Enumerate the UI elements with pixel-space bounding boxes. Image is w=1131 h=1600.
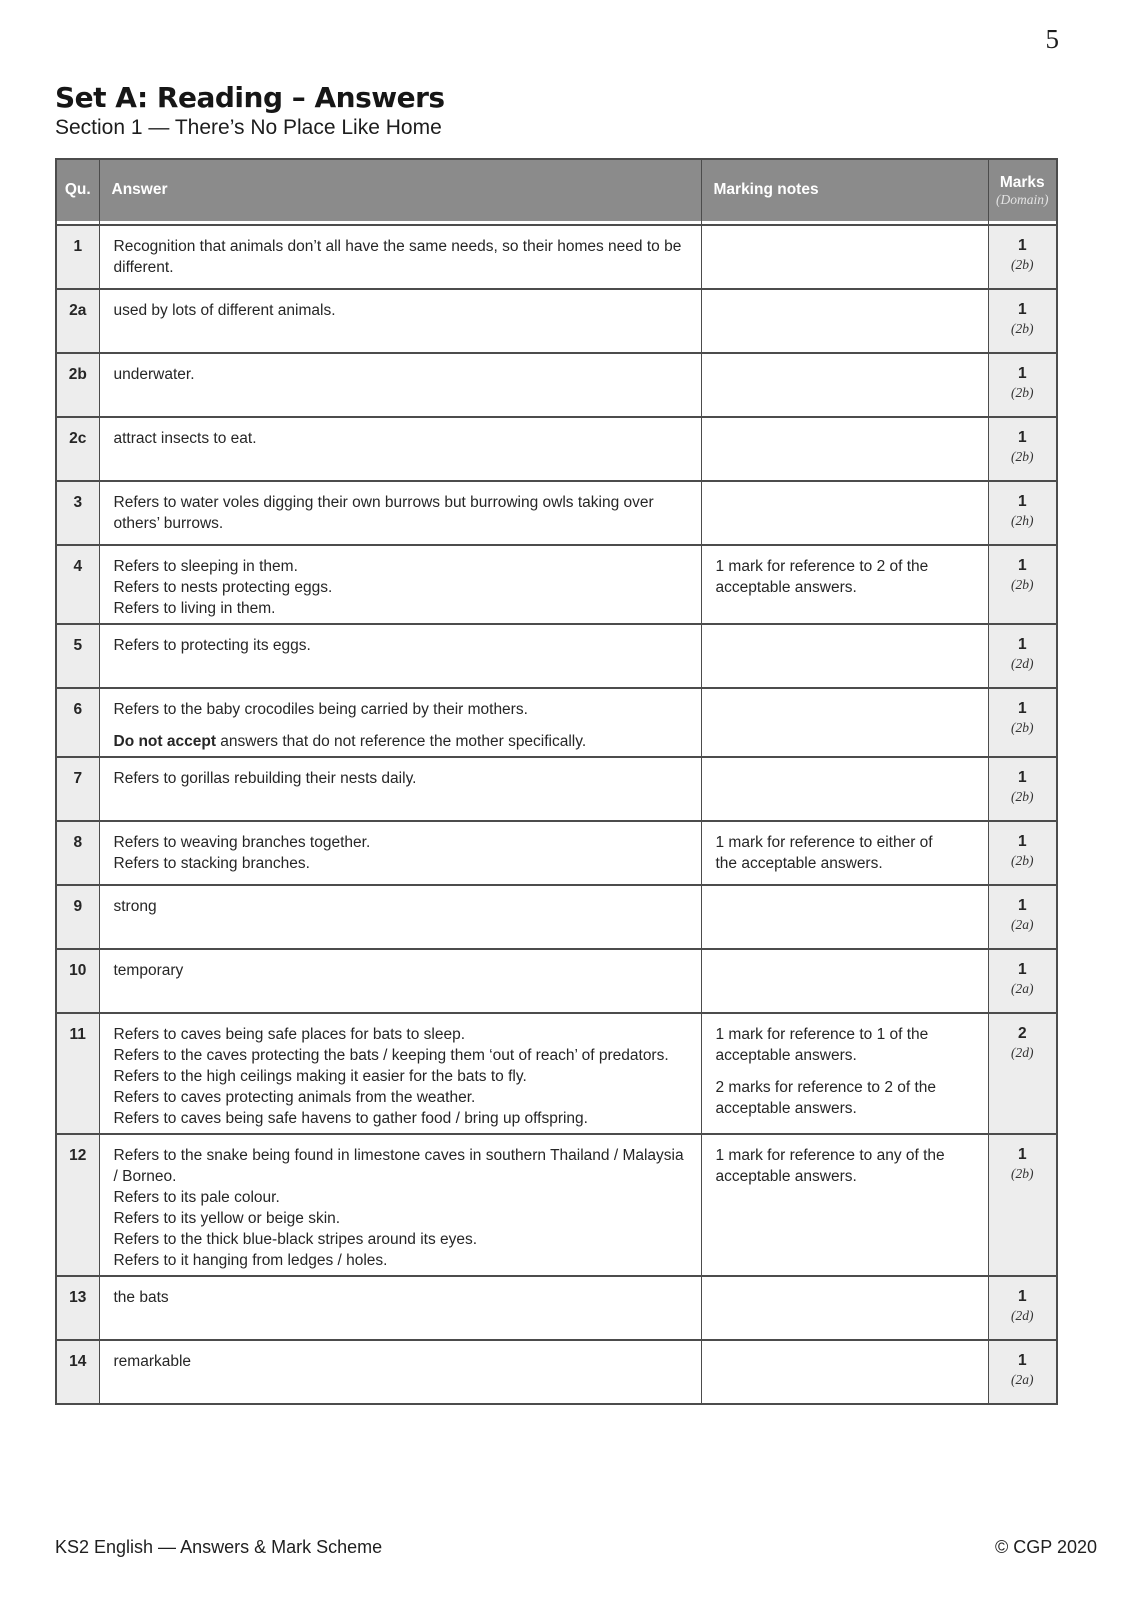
marks-cell (988, 885, 1057, 949)
table-row (56, 949, 1057, 1013)
marks-domain: (2a) (1011, 1372, 1034, 1387)
question-number-cell: 8 (56, 821, 99, 885)
marks-value: 1 (1017, 429, 1027, 446)
col-header-answer: Answer (99, 159, 701, 225)
marks-value: 1 (1017, 833, 1027, 850)
question-number-cell: 3 (56, 481, 99, 545)
answer-cell (99, 624, 701, 688)
answer-cell (99, 481, 701, 545)
table-row (56, 688, 1057, 757)
question-number-cell: 5 (56, 624, 99, 688)
table-row (56, 1276, 1057, 1340)
question-number-cell: 7 (56, 757, 99, 821)
answer-line: Refers to nests protecting eggs. (113, 579, 333, 596)
table-row (56, 1340, 1057, 1404)
answer-cell (99, 1340, 701, 1404)
section-heading: Section 1 — There’s No Place Like Home (55, 116, 442, 139)
answer-line: Refers to sleeping in them. (113, 558, 298, 575)
marks-domain: (2d) (1011, 1308, 1034, 1323)
table-row (56, 225, 1057, 289)
marks-domain: (2a) (1011, 981, 1034, 996)
col-header-qu: Qu. (56, 159, 99, 225)
question-number-cell: 2c (56, 417, 99, 481)
marking-notes-cell (701, 225, 988, 289)
marks-value: 1 (1017, 769, 1027, 786)
answer-line: Refers to water voles digging their own burrows but burrowing owls taking over others’ burrows. (113, 494, 654, 532)
answer-line: Refers to its yellow or beige skin. (113, 1210, 341, 1227)
marks-domain-sublabel: (Domain) (996, 191, 1049, 207)
marks-value: 1 (1017, 1352, 1027, 1369)
question-number-cell: 10 (56, 949, 99, 1013)
question-number-cell: 11 (56, 1013, 99, 1134)
marks-cell (988, 949, 1057, 1013)
col-header-marks (988, 159, 1057, 225)
answer-line: Do not accept answers that do not reference the mother specifically. (113, 733, 587, 750)
marking-notes-cell (701, 481, 988, 545)
marking-notes-cell (701, 417, 988, 481)
answer-line: Refers to caves being safe places for bats to sleep. (113, 1026, 466, 1043)
answer-line: Refers to living in them. (113, 600, 276, 617)
marks-domain: (2d) (1011, 1045, 1034, 1060)
answer-line: underwater. (113, 366, 195, 383)
marks-header-label: Marks (999, 173, 1045, 191)
question-number-cell: 13 (56, 1276, 99, 1340)
marks-cell (988, 225, 1057, 289)
marking-notes-cell (701, 1013, 988, 1134)
answer-cell (99, 289, 701, 353)
answer-line: Recognition that animals don’t all have the same needs, so their homes need to be different. (113, 238, 682, 276)
marks-value: 1 (1017, 1288, 1027, 1305)
marks-value: 1 (1017, 700, 1027, 717)
marks-value: 1 (1017, 636, 1027, 653)
table-row (56, 481, 1057, 545)
marking-note-line: 1 mark for reference to either of the acceptable answers. (715, 834, 933, 872)
marking-note-line: 1 mark for reference to 1 of the acceptable answers. (715, 1026, 929, 1064)
table-row (56, 417, 1057, 481)
table-row (56, 757, 1057, 821)
answer-line: Refers to the snake being found in limestone caves in southern Thailand / Malaysia / Borneo. (113, 1147, 684, 1185)
answers-table (55, 158, 1058, 1405)
answer-cell (99, 545, 701, 624)
question-number-cell: 12 (56, 1134, 99, 1276)
marks-domain: (2b) (1011, 257, 1034, 272)
marks-cell (988, 1134, 1057, 1276)
marking-note-line: 1 mark for reference to any of the acceptable answers. (715, 1147, 945, 1185)
answer-line: Refers to protecting its eggs. (113, 637, 311, 654)
marking-notes-cell (701, 624, 988, 688)
marks-value: 1 (1017, 1146, 1027, 1163)
answer-cell (99, 1013, 701, 1134)
marks-cell (988, 545, 1057, 624)
marking-notes-cell (701, 757, 988, 821)
marks-value: 1 (1017, 557, 1027, 574)
answer-line: Refers to caves protecting animals from the weather. (113, 1089, 476, 1106)
marks-cell (988, 821, 1057, 885)
answer-line: Refers to its pale colour. (113, 1189, 280, 1206)
marks-domain: (2b) (1011, 1166, 1034, 1181)
marking-notes-cell (701, 1276, 988, 1340)
marks-domain: (2b) (1011, 449, 1034, 464)
marking-note-line: 1 mark for reference to 2 of the acceptable answers. (715, 558, 929, 596)
marking-notes-cell (701, 1340, 988, 1404)
answer-line: attract insects to eat. (113, 430, 257, 447)
answer-cell (99, 821, 701, 885)
answer-line: Refers to the baby crocodiles being carried by their mothers. (113, 701, 528, 718)
question-number-cell: 2b (56, 353, 99, 417)
table-row (56, 545, 1057, 624)
answer-line: strong (113, 898, 157, 915)
table-row (56, 353, 1057, 417)
marks-domain: (2b) (1011, 321, 1034, 336)
marks-cell (988, 1013, 1057, 1134)
question-number-cell: 6 (56, 688, 99, 757)
answer-line: Refers to the caves protecting the bats / keeping them ‘out of reach’ of predators. (113, 1047, 669, 1064)
page-number: 5 (1045, 24, 1059, 54)
page-title: Set A: Reading – Answers (55, 80, 445, 114)
answer-cell (99, 1276, 701, 1340)
marking-notes-cell (701, 949, 988, 1013)
marking-notes-cell (701, 688, 988, 757)
marks-cell (988, 688, 1057, 757)
marks-domain: (2d) (1011, 656, 1034, 671)
answer-cell (99, 688, 701, 757)
marks-value: 1 (1017, 493, 1027, 510)
answer-cell (99, 949, 701, 1013)
table-row (56, 1134, 1057, 1276)
footer-book-title: KS2 English — Answers & Mark Scheme (55, 1537, 383, 1557)
table-header-row (56, 159, 1057, 225)
table-row (56, 1013, 1057, 1134)
answer-cell (99, 353, 701, 417)
answer-line: Refers to stacking branches. (113, 855, 310, 872)
answer-line: used by lots of different animals. (113, 302, 336, 319)
answer-line: the bats (113, 1289, 169, 1306)
marks-cell (988, 289, 1057, 353)
marking-notes-cell (701, 1134, 988, 1276)
table-row (56, 821, 1057, 885)
marking-notes-cell (701, 289, 988, 353)
marks-domain: (2b) (1011, 853, 1034, 868)
marks-domain: (2b) (1011, 789, 1034, 804)
question-number-cell: 9 (56, 885, 99, 949)
bold-note: Do not accept (113, 733, 216, 750)
col-header-marking-notes: Marking notes (701, 159, 988, 225)
answer-line: Refers to gorillas rebuilding their nests daily. (113, 770, 417, 787)
marks-value: 1 (1017, 961, 1027, 978)
marks-domain: (2h) (1011, 513, 1034, 528)
marking-notes-cell (701, 885, 988, 949)
marking-notes-cell (701, 821, 988, 885)
marks-cell (988, 1276, 1057, 1340)
marks-cell (988, 757, 1057, 821)
marks-domain: (2a) (1011, 917, 1034, 932)
marking-notes-cell (701, 545, 988, 624)
marks-domain: (2b) (1011, 720, 1034, 735)
answer-line: Refers to caves being safe havens to gather food / bring up offspring. (113, 1110, 588, 1127)
marks-domain: (2b) (1011, 577, 1034, 592)
marking-note-line: 2 marks for reference to 2 of the acceptable answers. (715, 1079, 937, 1117)
answer-cell (99, 1134, 701, 1276)
marks-value: 1 (1017, 237, 1027, 254)
marks-cell (988, 417, 1057, 481)
answer-line: remarkable (113, 1353, 192, 1370)
marks-domain: (2b) (1011, 385, 1034, 400)
question-number-cell: 4 (56, 545, 99, 624)
answer-cell (99, 885, 701, 949)
table-row (56, 624, 1057, 688)
question-number-cell: 14 (56, 1340, 99, 1404)
answer-cell (99, 225, 701, 289)
answer-line: Refers to it hanging from ledges / holes. (113, 1252, 388, 1269)
answer-line: temporary (113, 962, 184, 979)
answer-line: Refers to the thick blue-black stripes around its eyes. (113, 1231, 478, 1248)
marks-cell (988, 353, 1057, 417)
table-body (56, 225, 1057, 1404)
marks-cell (988, 624, 1057, 688)
table-row (56, 885, 1057, 949)
marks-value: 1 (1017, 365, 1027, 382)
answer-cell (99, 757, 701, 821)
answer-line: Refers to the high ceilings making it easier for the bats to fly. (113, 1068, 527, 1085)
question-number-cell: 1 (56, 225, 99, 289)
marks-value: 1 (1017, 301, 1027, 318)
answer-cell (99, 417, 701, 481)
marks-value: 2 (1017, 1025, 1027, 1042)
marks-cell (988, 1340, 1057, 1404)
marks-cell (988, 481, 1057, 545)
footer-copyright: © CGP 2020 (995, 1537, 1097, 1557)
question-number-cell: 2a (56, 289, 99, 353)
answer-line: Refers to weaving branches together. (113, 834, 371, 851)
marks-value: 1 (1017, 897, 1027, 914)
marking-notes-cell (701, 353, 988, 417)
table-row (56, 289, 1057, 353)
